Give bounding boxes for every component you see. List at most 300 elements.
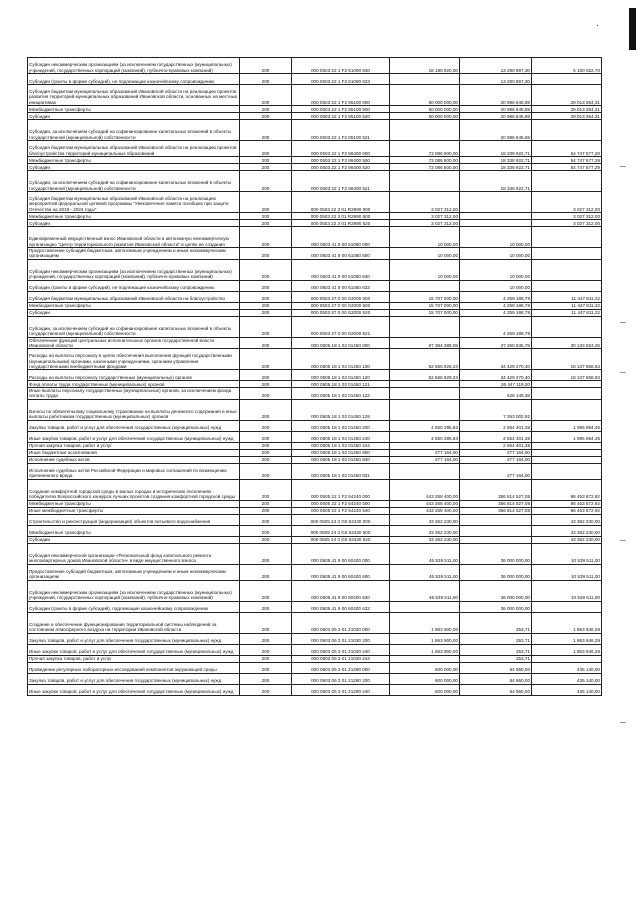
row-unexecuted-amount-cell: 11 447 811,22 [532, 302, 602, 309]
row-name-cell: Межбюджетные трансферты [28, 302, 240, 309]
row-executed-amount-cell [460, 220, 532, 227]
row-name-cell: Предоставление субсидий бюджетным, автономным учреждениям и иным некоммерческим организациям [28, 248, 240, 260]
row-budget-code-cell: 000 0603 06 3 01 21030 000 [292, 612, 390, 633]
row-executed-amount-cell: 20 986 645,69 [460, 120, 532, 141]
row-line-code-cell: 200 [240, 171, 292, 192]
row-unexecuted-amount-cell: 11 447 811,22 [532, 291, 602, 302]
row-unexecuted-amount-cell [532, 456, 602, 463]
row-budget-code-cell: 000 0503 22 1 F2 61090 630 [292, 58, 390, 74]
row-name-cell: Субсидии некоммерческим организациям (за исключением государственных (муниципальных) учреждений, государственных корпораций (компаний), публично-правовых компаний) [28, 259, 240, 280]
row-line-code-cell: 200 [240, 431, 292, 442]
table-row [28, 248, 602, 260]
row-unexecuted-amount-cell: 54 747 577,29 [532, 157, 602, 164]
table-row [28, 337, 602, 349]
row-name-cell: Фонд оплаты труда государственных (муниципальных) органов [28, 381, 240, 388]
table-row [28, 431, 602, 442]
row-line-code-cell: 200 [240, 164, 292, 171]
row-approved-amount-cell: 10 000,00 [390, 248, 460, 260]
row-executed-amount-cell: 20 986 645,69 [460, 106, 532, 113]
row-approved-amount-cell [390, 601, 460, 612]
table-row [28, 220, 602, 227]
row-name-cell: Закупка товаров, работ и услуг для обеспечения государственных (муниципальных) нужд [28, 633, 240, 644]
row-name-cell: Субсидии, за исключением субсидий на софинансирование капитальных вложений в объекты государственной (муниципальной) собственности [28, 120, 240, 141]
row-line-code-cell: 200 [240, 381, 292, 388]
row-line-code-cell: 200 [240, 291, 292, 302]
row-approved-amount-cell [390, 171, 460, 192]
row-executed-amount-cell [460, 536, 532, 543]
row-budget-code-cell: 000 0505 41 9 00 60400 000 [292, 543, 390, 564]
row-executed-amount-cell: 253,71 [460, 612, 532, 633]
page-edge-marker [629, 8, 636, 50]
row-line-code-cell: 200 [240, 673, 292, 684]
row-approved-amount-cell: 500 000,00 [390, 673, 460, 684]
row-unexecuted-amount-cell: 10 539 511,00 [532, 543, 602, 564]
row-line-code-cell: 200 [240, 302, 292, 309]
row-executed-amount-cell: 253,71 [460, 633, 532, 644]
row-budget-code-cell: 000 0503 22 1 F2 86400 521 [292, 171, 390, 192]
table-row [28, 280, 602, 291]
row-executed-amount-cell: 36 000 000,00 [460, 580, 532, 601]
row-name-cell: Субсидии [28, 220, 240, 227]
row-line-code-cell: 200 [240, 280, 292, 291]
row-budget-code-cell: 000 0505 22 1 F2 54240 000 [292, 479, 390, 500]
table-row [28, 655, 602, 662]
row-executed-amount-cell: 628 145,38 [460, 388, 532, 400]
row-unexecuted-amount-cell: 435 140,00 [532, 684, 602, 695]
row-unexecuted-amount-cell: 1 863 646,29 [532, 644, 602, 655]
row-executed-amount-cell: 36 000 000,00 [460, 543, 532, 564]
row-budget-code-cell: 000 0505 18 1 02 01450 240 [292, 431, 390, 442]
row-budget-code-cell: 000 0505 24 3 G5 52430 500 [292, 525, 390, 536]
row-executed-amount-cell: 2 554 401,38 [460, 431, 532, 442]
row-budget-code-cell: 000 0503 41 9 00 61080 633 [292, 280, 390, 291]
row-approved-amount-cell: 43 362 230,00 [390, 525, 460, 536]
row-approved-amount-cell: 73 086 500,00 [390, 157, 460, 164]
row-line-code-cell: 200 [240, 420, 292, 431]
table-row [28, 673, 602, 684]
row-unexecuted-amount-cell: 435 140,00 [532, 662, 602, 673]
row-approved-amount-cell: 3 027 312,00 [390, 213, 460, 220]
row-name-cell: Субсидии (гранты в форме субсидий), не подлежащие казначейскому сопровождению [28, 74, 240, 85]
row-approved-amount-cell: 15 707 000,00 [390, 291, 460, 302]
row-executed-amount-cell: 10 000,00 [460, 259, 532, 280]
row-line-code-cell: 200 [240, 74, 292, 85]
row-executed-amount-cell: 4 259 188,78 [460, 316, 532, 337]
row-unexecuted-amount-cell: 86 453 872,92 [532, 479, 602, 500]
row-name-cell: Субсидии, за исключением субсидий на софинансирование капитальных вложений в объекты государственной (муниципальной) собственности [28, 316, 240, 337]
table-row [28, 633, 602, 644]
row-unexecuted-amount-cell: 30 133 553,25 [532, 337, 602, 349]
row-unexecuted-amount-cell [532, 399, 602, 420]
margin-tick [620, 166, 626, 167]
row-budget-code-cell: 000 0505 41 9 00 60400 632 [292, 601, 390, 612]
row-executed-amount-cell: 20 986 645,69 [460, 113, 532, 120]
row-name-cell: Субсидия бюджетам муниципальных образований Ивановской области на реализацию проектов развития территорий муниципальных образований Ивановской области, основанных на местных инициативах [28, 85, 240, 106]
row-budget-code-cell: 000 0505 18 1 02 01450 122 [292, 388, 390, 400]
scan-speck: · [596, 20, 599, 30]
row-name-cell: Межбюджетные трансферты [28, 106, 240, 113]
table-row [28, 500, 602, 507]
row-budget-code-cell: 000 0505 24 3 G5 52430 520 [292, 536, 390, 543]
row-name-cell: Субсидия бюджетам муниципальных образований Ивановской области на реализацию проектов благоустройства территорий муниципальных образований [28, 141, 240, 157]
table-row [28, 479, 602, 500]
table-row [28, 370, 602, 381]
row-name-cell: Субсидии [28, 113, 240, 120]
row-approved-amount-cell: 46 539 511,00 [390, 564, 460, 580]
row-unexecuted-amount-cell: 43 362 230,00 [532, 514, 602, 525]
row-budget-code-cell: 000 0503 22 1 F2 86400 500 [292, 157, 390, 164]
row-name-cell: Закупка товаров, работ и услуг для обеспечения государственных (муниципальных) нужд [28, 420, 240, 431]
row-line-code-cell: 200 [240, 564, 292, 580]
row-budget-code-cell: 000 0505 18 1 02 01450 244 [292, 442, 390, 449]
row-budget-code-cell: 000 0503 22 3 01 R2990 000 [292, 192, 390, 213]
table-row [28, 564, 602, 580]
table-row [28, 213, 602, 220]
row-name-cell: Иные выплаты персоналу государственных (муниципальных) органов, за исключением фонда оплаты труда [28, 388, 240, 400]
row-executed-amount-cell: 13 290 897,30 [460, 58, 532, 74]
row-budget-code-cell: 000 0503 47 0 00 S2000 520 [292, 309, 390, 316]
row-budget-code-cell: 000 0505 24 3 G5 52430 000 [292, 514, 390, 525]
row-budget-code-cell: 000 0503 22 1 F2 61090 633 [292, 74, 390, 85]
row-name-cell: Иные межбюджетные трансферты [28, 507, 240, 514]
row-unexecuted-amount-cell [532, 280, 602, 291]
row-line-code-cell: 200 [240, 644, 292, 655]
row-approved-amount-cell: 443 268 400,00 [390, 500, 460, 507]
table-row [28, 442, 602, 449]
row-unexecuted-amount-cell [532, 601, 602, 612]
table-row [28, 543, 602, 564]
row-approved-amount-cell [390, 120, 460, 141]
row-unexecuted-amount-cell: 435 140,00 [532, 673, 602, 684]
row-executed-amount-cell [460, 514, 532, 525]
row-line-code-cell: 200 [240, 442, 292, 449]
row-approved-amount-cell: 67 384 389,08 [390, 337, 460, 349]
row-executed-amount-cell: 64 860,00 [460, 662, 532, 673]
row-line-code-cell: 200 [240, 536, 292, 543]
row-name-cell: Субсидии [28, 309, 240, 316]
table-row [28, 106, 602, 113]
table-row [28, 514, 602, 525]
row-approved-amount-cell [390, 442, 460, 449]
row-name-cell: Иные бюджетные ассигнования [28, 449, 240, 456]
row-approved-amount-cell: 277 164,00 [390, 449, 460, 456]
row-budget-code-cell: 000 0505 41 9 00 60400 600 [292, 564, 390, 580]
table-row [28, 463, 602, 479]
row-approved-amount-cell [390, 655, 460, 662]
table-row [28, 74, 602, 85]
table-row [28, 525, 602, 536]
row-executed-amount-cell: 64 860,00 [460, 673, 532, 684]
row-budget-code-cell: 000 0503 22 1 F2 85100 000 [292, 85, 390, 106]
row-approved-amount-cell: 1 863 900,00 [390, 633, 460, 644]
row-name-cell: Субсидии (гранты в форме субсидий), подлежащие казначейскому сопровождению [28, 601, 240, 612]
row-executed-amount-cell: 10 000,00 [460, 280, 532, 291]
row-executed-amount-cell: 253,71 [460, 655, 532, 662]
row-executed-amount-cell: 37 260 835,78 [460, 337, 532, 349]
row-executed-amount-cell: 253,71 [460, 644, 532, 655]
row-line-code-cell: 200 [240, 514, 292, 525]
row-name-cell: Иные закупки товаров, работ и услуг для обеспечения государственных (муниципальных) нужд [28, 644, 240, 655]
row-unexecuted-amount-cell: 3 027 312,00 [532, 213, 602, 220]
row-unexecuted-amount-cell [532, 171, 602, 192]
row-budget-code-cell: 000 0505 22 1 F2 54240 500 [292, 500, 390, 507]
row-name-cell: Субсидии некоммерческим организациям (за исключением государственных (муниципальных) учреждений, государственных корпораций (компаний), публично-правовых компаний) [28, 58, 240, 74]
budget-execution-table [27, 57, 602, 696]
row-line-code-cell: 200 [240, 120, 292, 141]
row-line-code-cell: 200 [240, 259, 292, 280]
row-unexecuted-amount-cell: 5 100 022,70 [532, 58, 602, 74]
row-budget-code-cell: 000 0503 22 1 F2 85100 521 [292, 120, 390, 141]
margin-tick [620, 372, 626, 373]
table-row [28, 302, 602, 309]
row-executed-amount-cell: 4 259 188,78 [460, 302, 532, 309]
row-executed-amount-cell: 34 429 270,40 [460, 349, 532, 370]
row-budget-code-cell: 000 0503 22 1 F2 86400 520 [292, 164, 390, 171]
row-unexecuted-amount-cell: 11 447 811,22 [532, 309, 602, 316]
row-executed-amount-cell: 64 860,00 [460, 684, 532, 695]
row-budget-code-cell: 000 0503 41 9 00 61080 630 [292, 259, 390, 280]
row-executed-amount-cell: 356 814 527,08 [460, 479, 532, 500]
row-line-code-cell: 200 [240, 213, 292, 220]
table-body [28, 58, 602, 696]
row-budget-code-cell: 000 0503 47 0 00 S2000 500 [292, 302, 390, 309]
row-approved-amount-cell: 50 000 000,00 [390, 106, 460, 113]
table-row [28, 388, 602, 400]
table-row [28, 399, 602, 420]
row-executed-amount-cell: 2 554 401,38 [460, 442, 532, 449]
row-name-cell: Прочая закупка товаров, работ и услуг [28, 442, 240, 449]
row-line-code-cell: 200 [240, 113, 292, 120]
row-name-cell: Предоставление субсидий бюджетным, автономным учреждениям и иным некоммерческим организациям [28, 564, 240, 580]
table-row [28, 58, 602, 74]
row-approved-amount-cell: 443 268 400,00 [390, 507, 460, 514]
row-approved-amount-cell [390, 388, 460, 400]
row-budget-code-cell: 000 0505 18 1 02 01450 121 [292, 381, 390, 388]
row-name-cell: Межбюджетные трансферты [28, 157, 240, 164]
row-unexecuted-amount-cell [532, 74, 602, 85]
row-executed-amount-cell: 356 814 527,08 [460, 507, 532, 514]
row-name-cell: Субсидии (гранты в форме субсидий), не подлежащие казначейскому сопровождению [28, 280, 240, 291]
row-line-code-cell: 200 [240, 337, 292, 349]
row-line-code-cell: 200 [240, 220, 292, 227]
row-unexecuted-amount-cell [532, 388, 602, 400]
row-budget-code-cell: 000 0503 47 0 00 S2000 000 [292, 291, 390, 302]
row-line-code-cell: 200 [240, 463, 292, 479]
table-row [28, 171, 602, 192]
table-row [28, 157, 602, 164]
row-approved-amount-cell: 50 000 000,00 [390, 85, 460, 106]
row-unexecuted-amount-cell [532, 259, 602, 280]
row-budget-code-cell: 000 0505 18 1 02 01450 100 [292, 349, 390, 370]
row-name-cell: Строительство и реконструкция (модернизация) объектов питьевого водоснабжения [28, 514, 240, 525]
row-name-cell: Иные закупки товаров, работ и услуг для обеспечения государственных (муниципальных) нужд [28, 431, 240, 442]
row-unexecuted-amount-cell: 1 995 894,45 [532, 431, 602, 442]
row-budget-code-cell: 000 0503 22 1 F2 85100 520 [292, 113, 390, 120]
table-row [28, 644, 602, 655]
row-line-code-cell: 200 [240, 684, 292, 695]
row-approved-amount-cell: 15 707 000,00 [390, 309, 460, 316]
row-approved-amount-cell: 46 539 511,00 [390, 580, 460, 601]
row-executed-amount-cell: 26 447 119,20 [460, 381, 532, 388]
row-line-code-cell: 200 [240, 370, 292, 381]
row-budget-code-cell: 000 0503 22 3 01 R2990 520 [292, 220, 390, 227]
row-name-cell: Межбюджетные трансферты [28, 500, 240, 507]
row-executed-amount-cell: 10 000,00 [460, 227, 532, 248]
table-row [28, 227, 602, 248]
row-unexecuted-amount-cell: 1 995 894,45 [532, 420, 602, 431]
row-approved-amount-cell [390, 280, 460, 291]
row-unexecuted-amount-cell [532, 449, 602, 456]
row-approved-amount-cell: 1 863 900,00 [390, 644, 460, 655]
row-name-cell: Межбюджетные трансферты [28, 213, 240, 220]
row-name-cell: Расходы на выплаты персоналу государственных (муниципальных) органов [28, 370, 240, 381]
row-approved-amount-cell: 73 086 500,00 [390, 164, 460, 171]
row-executed-amount-cell: 18 338 922,71 [460, 141, 532, 157]
row-line-code-cell: 200 [240, 507, 292, 514]
row-name-cell: Субсидии, за исключением субсидий на софинансирование капитальных вложений в объекты государственной (муниципальной) собственности [28, 171, 240, 192]
table-row [28, 612, 602, 633]
row-approved-amount-cell [390, 381, 460, 388]
row-name-cell: Иные закупки товаров, работ и услуг для обеспечения государственных (муниципальных) нужд [28, 684, 240, 695]
row-approved-amount-cell: 43 362 230,00 [390, 514, 460, 525]
row-unexecuted-amount-cell: 43 362 230,00 [532, 525, 602, 536]
row-unexecuted-amount-cell: 54 747 577,29 [532, 164, 602, 171]
row-approved-amount-cell: 3 027 312,00 [390, 192, 460, 213]
row-budget-code-cell: 000 0503 41 9 00 61080 000 [292, 227, 390, 248]
margin-tick [620, 540, 626, 541]
row-approved-amount-cell: 4 550 295,83 [390, 420, 460, 431]
margin-tick [620, 322, 626, 323]
table-row [28, 291, 602, 302]
row-unexecuted-amount-cell: 3 027 312,00 [532, 220, 602, 227]
row-line-code-cell: 200 [240, 192, 292, 213]
row-name-cell: Субсидия некоммерческой организации «Региональный фонд капитального ремонта многоквартирных домов Ивановской области» в виде имущественного взноса [28, 543, 240, 564]
row-name-cell: Обеспечение функций центральных исполнительных органов государственной власти Ивановской области [28, 337, 240, 349]
row-line-code-cell: 200 [240, 349, 292, 370]
row-budget-code-cell: 000 0505 18 1 02 01450 831 [292, 463, 390, 479]
row-line-code-cell: 200 [240, 248, 292, 260]
table-row [28, 507, 602, 514]
row-name-cell: Закупка товаров, работ и услуг для обеспечения государственных (муниципальных) нужд [28, 673, 240, 684]
row-name-cell: Прочая закупка товаров, работ и услуг [28, 655, 240, 662]
table-row [28, 309, 602, 316]
row-executed-amount-cell: 2 554 401,38 [460, 420, 532, 431]
row-approved-amount-cell: 10 000,00 [390, 259, 460, 280]
row-executed-amount-cell: 4 259 188,78 [460, 291, 532, 302]
row-line-code-cell: 200 [240, 388, 292, 400]
row-name-cell: Субсидия бюджетам муниципальных образований Ивановской области на реализацию мероприятий федеральной целевой программы "Увековечение памяти погибших при защите Отечества на 2019 - 2024 годы" [28, 192, 240, 213]
row-executed-amount-cell: 34 429 270,40 [460, 370, 532, 381]
row-unexecuted-amount-cell [532, 442, 602, 449]
table-row [28, 536, 602, 543]
row-approved-amount-cell: 500 000,00 [390, 684, 460, 695]
row-approved-amount-cell: 52 566 929,23 [390, 370, 460, 381]
table-row [28, 601, 602, 612]
row-budget-code-cell: 000 0603 06 3 01 21290 200 [292, 673, 390, 684]
row-budget-code-cell: 000 0503 41 9 00 61080 600 [292, 248, 390, 260]
row-approved-amount-cell: 73 086 500,00 [390, 141, 460, 157]
row-executed-amount-cell: 10 000,00 [460, 248, 532, 260]
row-executed-amount-cell [460, 192, 532, 213]
row-unexecuted-amount-cell: 1 863 646,29 [532, 633, 602, 644]
table-row [28, 192, 602, 213]
row-approved-amount-cell [390, 463, 460, 479]
row-line-code-cell: 200 [240, 525, 292, 536]
row-line-code-cell: 200 [240, 227, 292, 248]
row-approved-amount-cell: 18 190 920,00 [390, 58, 460, 74]
row-approved-amount-cell: 4 550 295,83 [390, 431, 460, 442]
row-unexecuted-amount-cell: 54 747 577,29 [532, 141, 602, 157]
row-line-code-cell: 200 [240, 157, 292, 164]
row-budget-code-cell: 000 0503 47 0 00 S2000 521 [292, 316, 390, 337]
row-name-cell: Взносы по обязательному социальному страхованию на выплаты денежного содержания и иные выплаты работникам государственных (муниципальных) органов [28, 399, 240, 420]
row-budget-code-cell: 000 0505 18 1 02 01450 830 [292, 456, 390, 463]
row-approved-amount-cell [390, 399, 460, 420]
table-row [28, 120, 602, 141]
row-name-cell: Расходы на выплаты персоналу в целях обеспечения выполнения функций государственными (муниципальными) органами, казенными учреждениями, органами управления государственными внебюджетными фондами [28, 349, 240, 370]
row-unexecuted-amount-cell: 10 539 511,00 [532, 564, 602, 580]
table-row [28, 449, 602, 456]
row-approved-amount-cell: 443 268 400,00 [390, 479, 460, 500]
row-line-code-cell: 200 [240, 141, 292, 157]
row-unexecuted-amount-cell [532, 316, 602, 337]
row-budget-code-cell: 000 0505 18 1 02 01450 800 [292, 449, 390, 456]
row-name-cell: Единовременный имущественный взнос Ивановской области в автономную некоммерческую организацию "Центр территориального развития Ивановской области" в целях ее создания [28, 227, 240, 248]
row-executed-amount-cell [460, 525, 532, 536]
row-budget-code-cell: 000 0603 06 3 01 21030 200 [292, 633, 390, 644]
row-executed-amount-cell: 36 000 000,00 [460, 601, 532, 612]
row-line-code-cell: 200 [240, 456, 292, 463]
row-line-code-cell: 200 [240, 449, 292, 456]
row-executed-amount-cell: 18 338 922,71 [460, 164, 532, 171]
row-approved-amount-cell: 3 027 312,00 [390, 220, 460, 227]
row-approved-amount-cell: 52 566 929,23 [390, 349, 460, 370]
row-name-cell: Субсидии [28, 536, 240, 543]
row-unexecuted-amount-cell [532, 463, 602, 479]
row-budget-code-cell: 000 0503 22 1 F2 85100 500 [292, 106, 390, 113]
table-row [28, 662, 602, 673]
row-executed-amount-cell: 36 000 000,00 [460, 564, 532, 580]
row-approved-amount-cell: 46 539 511,00 [390, 543, 460, 564]
table-row [28, 381, 602, 388]
row-budget-code-cell: 000 0603 06 3 01 21030 240 [292, 644, 390, 655]
row-line-code-cell: 200 [240, 58, 292, 74]
margin-tick [620, 722, 626, 723]
row-unexecuted-amount-cell: 18 137 658,83 [532, 349, 602, 370]
row-approved-amount-cell: 10 000,00 [390, 227, 460, 248]
row-line-code-cell: 200 [240, 612, 292, 633]
row-approved-amount-cell: 43 362 230,00 [390, 536, 460, 543]
row-budget-code-cell: 000 0505 18 1 02 01450 200 [292, 420, 390, 431]
row-approved-amount-cell [390, 316, 460, 337]
row-unexecuted-amount-cell: 29 013 354,31 [532, 106, 602, 113]
row-unexecuted-amount-cell [532, 655, 602, 662]
row-approved-amount-cell [390, 74, 460, 85]
row-unexecuted-amount-cell [532, 227, 602, 248]
row-executed-amount-cell: 277 164,00 [460, 449, 532, 456]
row-approved-amount-cell: 1 863 900,00 [390, 612, 460, 633]
row-approved-amount-cell: 500 000,00 [390, 662, 460, 673]
table-row [28, 316, 602, 337]
row-executed-amount-cell: 13 290 897,30 [460, 74, 532, 85]
row-name-cell: Исполнение судебных актов Российской Федерации и мировых соглашений по возмещению причиненного вреда [28, 463, 240, 479]
row-approved-amount-cell: 277 164,00 [390, 456, 460, 463]
table-row [28, 141, 602, 157]
row-name-cell: Субсидии некоммерческим организациям (за исключением государственных (муниципальных) учреждений, государственных корпораций (компаний), публично-правовых компаний) [28, 580, 240, 601]
row-executed-amount-cell: 4 259 188,78 [460, 309, 532, 316]
row-budget-code-cell: 000 0505 41 9 00 60400 630 [292, 580, 390, 601]
row-budget-code-cell: 000 0503 22 1 F2 86400 000 [292, 141, 390, 157]
